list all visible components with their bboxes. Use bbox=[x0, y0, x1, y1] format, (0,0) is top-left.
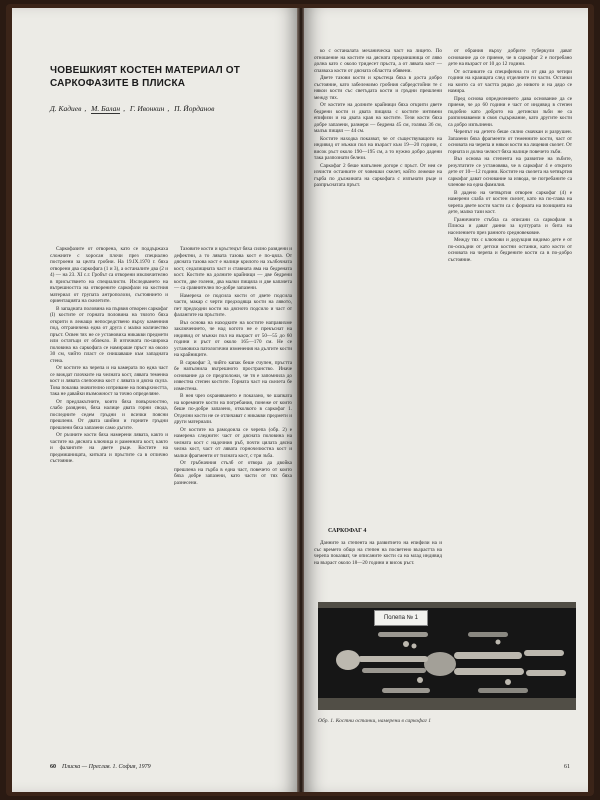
paragraph: Намереха се подсила кости от двете подсила части, макар с черти предходяща кости на лявото, пет предходни кости на дясното подсило и част от фалангите на пръстите. bbox=[174, 292, 292, 318]
paragraph: Тазовите кости и кръстецът бяха силно разядени и дефектни, а то лявата тазова кост е по-цяла. От дясната тазова кост е налице крилото на хълбочната кост, седалищната част и ставната яма на бедрената кост. Костите на долните крайници — две бедрени кости, две голени, два малки пищяла и две капачета — са сравнително по-добре запазени. bbox=[174, 246, 292, 291]
paragraph: Пред основа определението дава основание да се приеме, че до 60 години е част от индивид в степен подобно като доброто на детински зъби не са разпознаваеми в своя съдържание, като другите кости са добро изпълнени. bbox=[448, 95, 572, 128]
paragraph: Костите находка показват, че от съществуващото на индивид от мъжки пол на възраст към 19—20 години, с висок ръст около 190—195 см, а то нужно добро дадени така разпознати белези. bbox=[314, 135, 442, 161]
paragraph: В дадено на четвъртия отворен саркофаг (4) е намерени слаба от костен скелет, като на по-глава на черепа двете кости части са с формата на позицията на дете, малко тази кост. bbox=[448, 189, 572, 215]
paragraph: От костите на рамодоила се черепа (обр. 2) е намерена следните: част от дясната половина на челната кост с надочния ръб, почти цялата дясна челна кост, част от лявата горночелюстна кост и малки фрагменти от тилната кост, с три зъба. bbox=[174, 426, 292, 459]
paragraph: От гръбначния стълб от отвора да двойка прешлена на гърба в една част, повечето от които бяха добре запазени, като части от тях бяха разнесени. bbox=[174, 460, 292, 486]
paragraph: Двете тазови кости и кръстеца бяха в доста добро състояние, като забележимо гробния сабредстойни те с някои кости със светъдата кости и гръдни прешлени между тях. bbox=[314, 75, 442, 101]
figure-caption: Обр. 1. Костни останки, намерени в саркофаг 1 bbox=[318, 718, 432, 724]
paragraph: В нея чрез охраняването е показано, че шапката на коремните кости на погребания, понеже от които беше по-добре запазено, отколкото в саркофаг 1. Отделни кости не се отличават с никакви предмети и други материали. bbox=[174, 393, 292, 425]
author-1: Д. Кадиев bbox=[50, 104, 82, 113]
paragraph: От останките са специфична ги от два до четири години на краищата след отделните ги части. Останки на които са от частта рядко до нивото и на дядо се намира. bbox=[448, 68, 572, 94]
paragraph: От костите на долните крайници бяха открити двете бедрени кости и двата пищяла с костите интимни епифизи и на двата края на костите. Тези кости бяха добре запазени, размери — бедрена 45 см, голяма 36 см, малък пищял — 44 см. bbox=[314, 102, 442, 134]
right-column-2 bbox=[448, 48, 572, 583]
paragraph: Въз основа на находките на костите направихме заключението, че над когото не е прекъснат на индивид от мъжки пол на възраст от 50—55 до 60 години и ръст от около 165—170 см. Не се установиха патологични изменения на дългите кости на крайниците. bbox=[174, 319, 292, 358]
paragraph: Между тях с ключови и дедукция видимо дете е от по-оскъдни от детски костни останки, като кости от основата на черепа и бедрените кости са в по-добро състояние. bbox=[448, 237, 572, 263]
left-column-2 bbox=[174, 246, 292, 754]
paragraph: ко с останалата механическа част на лицето. По отношение на костите на дясната предмишница от ляво долна като с около тридесет пръста, а от лявата кост — спазваха кости от дясната областта обявени. bbox=[314, 48, 442, 74]
journal-reference: Плиска — Преслав. 1. София, 1979 bbox=[62, 764, 151, 770]
paragraph: Въз основа на степента на развитие на зъбите, резултатите се установява, че в саркофаг 4 е открито дете от 10—12 години. Костите на скелета на четвъртия саркофаг дават основание за извода, че погребаните са членове на една фамилия. bbox=[448, 156, 572, 188]
paragraph: В западната половина на първия отворен саркофаг (I) костите от горната половина на тялото бяха открити в лежащо непосредствено върху каменния под, отграничена една от друга с малко количество пръст. Освен тях не се установиха никакви предмети или остатъци от облекло. В източната по-широка половина на саркофага се намираше пръст на около 30 см, чийто пласт се снишаваше към западната стена. bbox=[50, 305, 168, 364]
skeleton-illustration bbox=[318, 602, 576, 710]
page-number: 60 bbox=[50, 764, 56, 770]
right-page bbox=[304, 8, 588, 792]
right-column-1-continued bbox=[314, 540, 442, 598]
article-authors: Д. Кадиев , М. Балан , Г. Ивонкин , П. Йорданов bbox=[50, 104, 215, 113]
book-spread bbox=[6, 4, 594, 796]
paragraph: Данните за степента на развитието на епифизи на и със времето общо на степен на посветено възрастта на черепа показват, че описаните кости са на млад индивид на възраст около 18—20 години и висок ръст. bbox=[314, 540, 442, 566]
paragraph: Черепът на детето беше силно смачкан и разрушен. Запазени бяха фрагменти от теменните кости, част от основата на черепа и някои кости на лицевия скелет. От горната и долна челюст бяха налице повечето зъби. bbox=[448, 129, 572, 155]
photo-label: Полепа № 1 bbox=[374, 610, 428, 626]
left-page-footer bbox=[50, 764, 151, 770]
paragraph: Саркофаг 2 беше напълнен догоре с пръст. От нея се изчисти останките от човешки скелет, който лежеше на гърба по дължината на саркофага с изпънати ръце и разпръснатата пръст. bbox=[314, 162, 442, 188]
skeleton-photo bbox=[318, 602, 576, 710]
paragraph: От ръчните кости бяха намерени лявата, както и частите на дясната ключица и раменната кост, както и фалангите на двете ръце. Костите на предмишницата, китката и пръстите са в отлично състояние. bbox=[50, 432, 168, 464]
paragraph: В саркофаг 3, чийто капак беше счупен, пръстта бе напълнила вътрешното пространство. Иначе основание да се предположи, че тя е запомнила до известна степен костите. Горната част на скелета бе изместена. bbox=[174, 359, 292, 392]
right-column-1 bbox=[314, 48, 442, 538]
paragraph: Саркофазите от отворена, като се поддържаха сложните с хоросан плочи през специално построени за целта гробни. На 19.IX.1970 г. бяха отворени два саркофага (1 и 3), а останалите два (2 и 4) — на 23. XI с.г. Гробът са отворени изключително в присъствието на специалисти. Изследването на вътрешността на отворените саркофази на костния материал от групата антрополози, състоянието и ориентацията на скелетите. bbox=[50, 246, 168, 304]
author-4: П. Йорданов bbox=[174, 104, 215, 113]
paragraph: Граничните стъбла са описани са саркофази в Плиска и дават данни за културата и бита на населението през ранното средновековие. bbox=[448, 216, 572, 236]
page-number: 61 bbox=[564, 764, 570, 770]
article-title: ЧОВЕШКИЯТ КОСТЕН МАТЕРИАЛ ОТ САРКОФАЗИТЕ В ПЛИСКА bbox=[50, 65, 241, 89]
author-3: Г. Ивонкин bbox=[129, 104, 165, 113]
section-subheading: САРКОФАГ 4 bbox=[328, 528, 367, 534]
left-column-1 bbox=[50, 246, 168, 754]
paragraph: от обрания върху добрите туберкули дават основание да се приеме, че в саркофаг 2 е погребано дете на възраст от 10 до 12 години. bbox=[448, 48, 572, 67]
paragraph: От костите на черепа и на камерата по една част се виждат плочките на челната кост, лявата теменна кост и лявата слепоочна кост с лявата и дясна скула. Това показва значително изтриване на повърхността, така не давайки възможност за точно определяне. bbox=[50, 365, 168, 397]
paragraph: От предлакътните, които бяха повърхностно, слабо разядени, бяха налице двата горни свода, последните седем гръдни и всички поясни прешлени. От двата шийни и горните гръдни прешлени бяха запазени само дъгите. bbox=[50, 398, 168, 431]
author-2: М. Балан bbox=[91, 104, 121, 113]
left-page bbox=[12, 8, 298, 792]
